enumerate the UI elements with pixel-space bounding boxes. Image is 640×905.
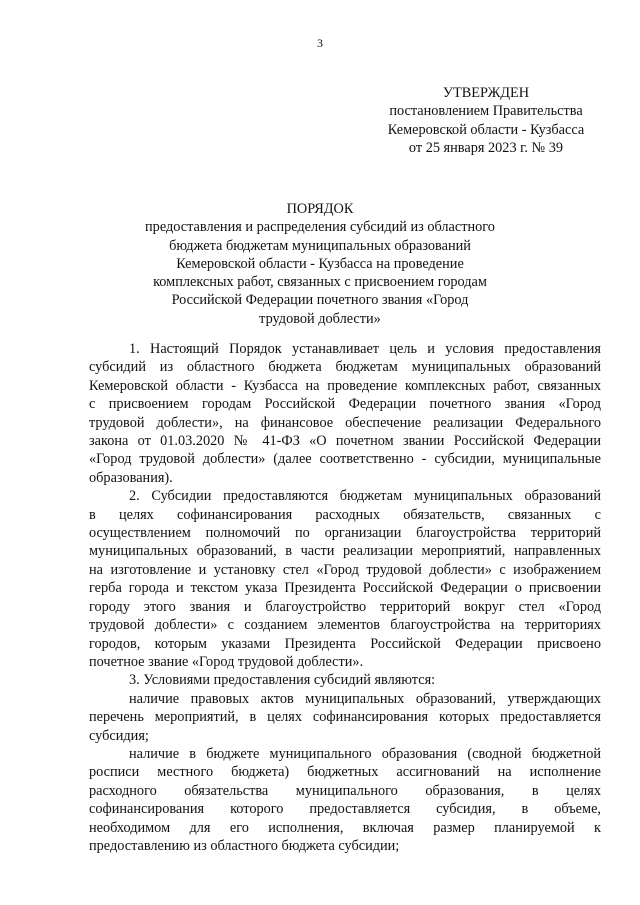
text-line: 2. Субсидии предоставляются бюджетам муниципальных образований — [129, 488, 601, 505]
text-line: городов, которым указами Президента Российской Федерации присвоено — [89, 635, 601, 652]
title-line: трудовой доблести» — [259, 310, 381, 327]
text-line: в целях софинансирования расходных обязательств, связанных с — [89, 506, 601, 523]
approval-heading: УТВЕРЖДЕН — [442, 85, 530, 101]
text-line: росписи местного бюджета) бюджетных ассигнований на исполнение — [89, 764, 601, 781]
text-line: муниципальных образований, в части реализации мероприятий, направленных — [89, 543, 601, 560]
title-line: бюджета бюджетам муниципальных образований — [169, 237, 471, 254]
text-line: герба города и текстом указа Президента Российской Федерации о присвоении — [89, 580, 601, 597]
text-line: софинансирования которого предоставляется субсидия, в объеме, — [89, 801, 601, 818]
approval-block — [360, 84, 612, 158]
title-line: предоставления и распределения субсидий из областного — [145, 219, 495, 236]
approval-line: Кемеровской области - Кузбасса — [387, 121, 585, 138]
text-line: 1. Настоящий Порядок устанавливает цель и условия предоставления — [129, 341, 601, 357]
text-line: Кемеровской области - Кузбасса на проведение комплексных работ, связанных — [89, 377, 601, 394]
text-line: предоставлению из областного бюджета субсидии; — [89, 837, 400, 854]
page-number: 3 — [317, 36, 323, 50]
text-line: на изготовление и установку стел «Город трудовой доблести» с изображением — [89, 561, 601, 578]
text-line: 3. Условиями предоставления субсидий являются: — [129, 672, 436, 689]
text-line: с присвоением городам Российской Федерации почетного звания «Город — [89, 396, 601, 413]
text-line: трудовой доблести», на финансовое обеспечение реализации Федерального — [89, 414, 601, 431]
text-line: наличие в бюджете муниципального образования (сводной бюджетной — [129, 745, 601, 762]
document-title — [100, 200, 540, 328]
approval-date: от 25 января 2023 г. № 39 — [408, 140, 564, 157]
text-line: субсидий из областного бюджета бюджетам муниципальных образований — [89, 359, 601, 376]
document-body — [89, 340, 601, 855]
approval-line: постановлением Правительства — [389, 103, 583, 120]
title-line: комплексных работ, связанных с присвоением городам — [153, 274, 487, 291]
text-line: трудовой доблести» с созданием элементов благоустройства на территориях — [89, 617, 601, 634]
text-line: наличие правовых актов муниципальных образований, утверждающих — [129, 690, 601, 707]
text-line: субсидия; — [89, 727, 149, 744]
title-heading: ПОРЯДОК — [286, 201, 354, 217]
text-line: образования). — [89, 469, 173, 486]
text-line: перечень мероприятий, в целях софинансирования которых предоставляется — [89, 709, 601, 726]
text-line: закона от 01.03.2020 № 41-ФЗ «О почетном звании Российской Федерации — [89, 433, 601, 450]
text-line: городу этого звания и благоустройство территорий вокруг стел «Город — [89, 598, 601, 615]
text-line: расходного обязательства муниципального образования, в целях — [89, 782, 601, 799]
text-line: «Город трудовой доблести» (далее соответственно - субсидии, муниципальные — [89, 451, 601, 468]
text-line: осуществлением полномочий по организации благоустройства территорий — [89, 525, 601, 542]
title-line: Российской Федерации почетного звания «Город — [171, 292, 469, 309]
title-line: Кемеровской области - Кузбасса на проведение — [176, 255, 464, 272]
text-line: почетное звание «Город трудовой доблести». — [89, 653, 364, 670]
text-line: необходимом для его исполнения, включая размер планируемой к — [89, 819, 601, 836]
